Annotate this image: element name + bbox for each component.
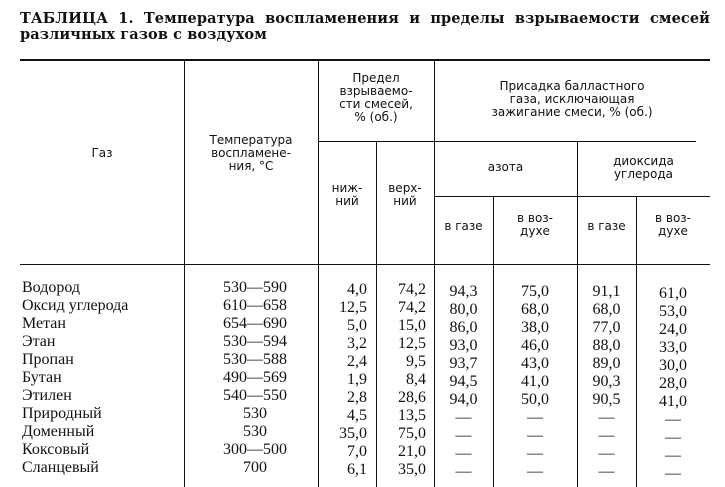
cell-gas: Доменный — [22, 423, 95, 440]
header-limit: Предел взрываемо- сти смесей, % (об.) — [339, 71, 413, 124]
cell-temp: 530—594 — [223, 333, 287, 350]
cell-n-air: 50,0 — [521, 391, 549, 408]
header-nitrogen: азота — [487, 160, 524, 174]
cell-upper: 13,5 — [398, 407, 426, 424]
cell-temp: 610—658 — [223, 297, 287, 314]
table-caption — [20, 11, 710, 43]
cell-n-air: — — [527, 445, 543, 462]
cell-upper: 9,5 — [406, 353, 426, 370]
cell-c-air: — — [665, 411, 681, 428]
cell-c-air: 53,0 — [659, 303, 687, 320]
cell-temp: 654—690 — [223, 315, 287, 332]
cell-c-air: — — [665, 429, 681, 446]
cell-c-air: — — [665, 447, 681, 464]
cell-lower: 6,1 — [347, 461, 367, 478]
cell-n-air: — — [527, 427, 543, 444]
cell-c-gas: 91,1 — [592, 283, 621, 300]
cell-n-air: — — [527, 409, 543, 426]
cell-n-air: 75,0 — [521, 283, 549, 300]
cell-temp: 530 — [243, 423, 267, 440]
cell-gas: Сланцевый — [22, 459, 99, 476]
cell-upper: 15,0 — [398, 317, 426, 334]
cell-n-air: 68,0 — [521, 301, 549, 318]
cell-c-air: — — [665, 465, 681, 482]
cell-n-gas: — — [455, 427, 472, 444]
header-ballast: Присадка балластного газа, исключающая зажигание смеси, % (об.) — [491, 79, 653, 119]
header-co2-in-air: в воз- духе — [654, 211, 691, 238]
cell-n-gas: 93,0 — [449, 337, 478, 354]
cell-c-gas: 68,0 — [592, 301, 621, 318]
caption-line-1: ТАБЛИЦА 1. Температура воспламенения и пределы взрываемости смесей — [20, 10, 710, 27]
cell-temp: 700 — [243, 459, 267, 476]
cell-gas: Водород — [22, 279, 81, 296]
cell-n-gas: 94,0 — [449, 391, 478, 408]
cell-n-gas: — — [455, 445, 472, 462]
cell-lower: 2,4 — [347, 353, 367, 370]
cell-lower: 4,0 — [347, 281, 367, 298]
header-nitrogen-in-air: в воз- духе — [516, 211, 553, 238]
cell-upper: 75,0 — [398, 425, 426, 442]
cell-lower: 5,0 — [347, 317, 367, 334]
cell-lower: 3,2 — [347, 335, 367, 352]
caption-line-2: различных газов с воздухом — [20, 26, 267, 43]
cell-n-gas: 80,0 — [449, 301, 478, 318]
cell-gas: Бутан — [22, 369, 62, 386]
header-co2: диоксида углерода — [613, 154, 674, 181]
cell-n-air: — — [527, 463, 543, 480]
cell-upper: 28,6 — [398, 389, 426, 406]
cell-gas: Природный — [22, 405, 102, 422]
cell-c-gas: 88,0 — [592, 337, 621, 354]
cell-c-gas: 90,5 — [592, 391, 621, 408]
cell-c-gas: — — [598, 409, 615, 426]
cell-n-air: 43,0 — [521, 355, 549, 372]
cell-n-gas: 93,7 — [449, 355, 478, 372]
header-bottom-rule — [20, 264, 710, 265]
cell-lower: 1,9 — [347, 371, 367, 388]
cell-gas: Метан — [22, 315, 66, 332]
cell-gas: Оксид углерода — [22, 297, 129, 314]
cell-c-gas: — — [598, 427, 615, 444]
cell-upper: 74,2 — [398, 281, 426, 298]
header-gas: Газ — [91, 146, 113, 160]
cell-c-air: 24,0 — [659, 321, 687, 338]
cell-n-gas: — — [455, 463, 472, 480]
cell-upper: 74,2 — [398, 299, 426, 316]
cell-n-gas: 94,5 — [449, 373, 478, 390]
cell-c-air: 41,0 — [659, 393, 687, 410]
cell-n-gas: 94,3 — [449, 283, 478, 300]
cell-temp: 530 — [243, 405, 267, 422]
cell-gas: Этан — [22, 333, 56, 350]
cell-c-gas: 77,0 — [592, 319, 621, 336]
cell-temp: 300—500 — [223, 441, 287, 458]
cell-c-air: 30,0 — [659, 357, 687, 374]
cell-temp: 530—588 — [223, 351, 287, 368]
cell-c-air: 33,0 — [659, 339, 687, 356]
header-upper: верх- ний — [388, 181, 422, 208]
cell-lower: 2,8 — [347, 389, 367, 406]
cell-lower: 7,0 — [347, 443, 367, 460]
header-co2-in-gas: в газе — [587, 219, 626, 233]
top-rule — [20, 59, 710, 61]
cell-c-gas: — — [598, 463, 615, 480]
gas-type-sub-rule — [434, 196, 710, 197]
cell-upper: 21,0 — [398, 443, 426, 460]
cell-temp: 540—550 — [223, 387, 287, 404]
cell-gas: Коксовый — [22, 441, 90, 458]
header-temperature: Температура воспламене- ния, °С — [209, 133, 293, 173]
cell-c-air: 61,0 — [659, 285, 687, 302]
cell-c-gas: 89,0 — [592, 355, 621, 372]
cell-c-air: 28,0 — [659, 375, 687, 392]
header-lower: ниж- ний — [331, 181, 363, 208]
cell-gas: Этилен — [22, 387, 72, 404]
cell-upper: 8,4 — [406, 371, 426, 388]
cell-temp: 490—569 — [223, 369, 287, 386]
cell-temp: 530—590 — [223, 279, 287, 296]
cell-n-gas: 86,0 — [449, 319, 478, 336]
cell-c-gas: — — [598, 445, 615, 462]
cell-gas: Пропан — [22, 351, 74, 368]
cell-n-gas: — — [455, 409, 472, 426]
cell-c-gas: 90,3 — [592, 373, 621, 390]
cell-n-air: 46,0 — [521, 337, 549, 354]
ballast-sub-rule — [434, 141, 696, 142]
cell-upper: 12,5 — [398, 335, 426, 352]
cell-lower: 4,5 — [347, 407, 367, 424]
cell-n-air: 41,0 — [521, 373, 549, 390]
cell-lower: 12,5 — [339, 299, 367, 316]
cell-upper: 35,0 — [398, 461, 426, 478]
cell-lower: 35,0 — [339, 425, 367, 442]
header-nitrogen-in-gas: в газе — [444, 219, 483, 233]
cell-n-air: 38,0 — [521, 319, 549, 336]
